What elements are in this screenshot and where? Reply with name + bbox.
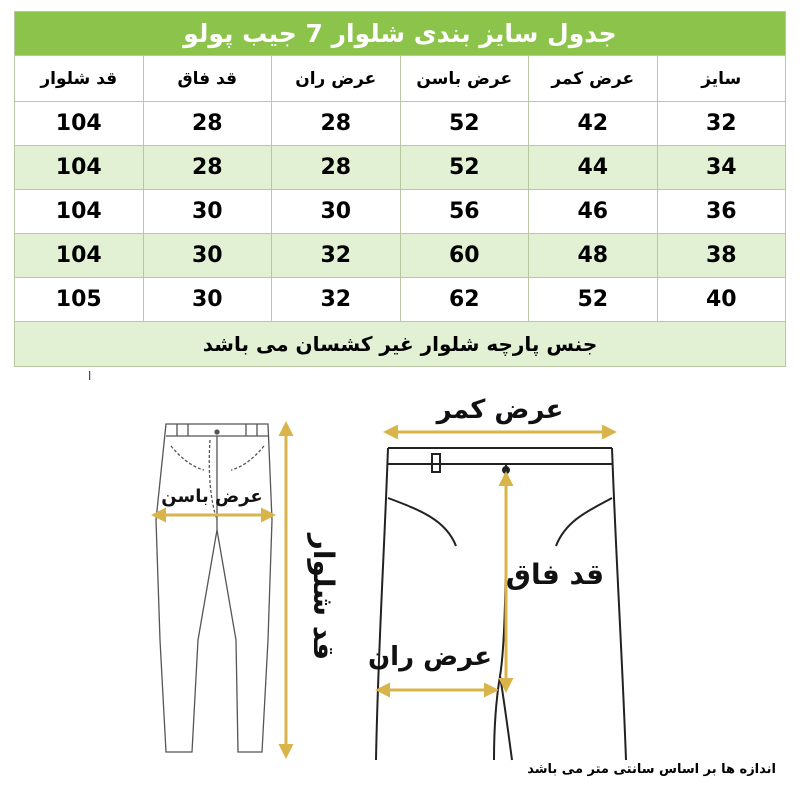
cell-hip: 60 <box>400 234 529 278</box>
cell-size: 40 <box>657 278 786 322</box>
back-right-pocket <box>556 498 612 546</box>
cell-thigh: 32 <box>272 278 401 322</box>
cell-thigh: 32 <box>272 234 401 278</box>
cell-rise: 30 <box>143 190 272 234</box>
header-waist: عرض کمر <box>529 56 658 102</box>
header-size: سایز <box>657 56 786 102</box>
rise-label: قد فاق <box>505 558 605 591</box>
waist-label: عرض کمر <box>436 395 564 425</box>
hip-label: عرض باسن <box>161 486 263 507</box>
cell-length: 104 <box>15 234 144 278</box>
cell-size: 34 <box>657 146 786 190</box>
back-button <box>503 467 509 473</box>
cell-hip: 52 <box>400 102 529 146</box>
cell-hip: 56 <box>400 190 529 234</box>
left-pocket-stitch <box>171 446 204 470</box>
front-trousers-outline <box>156 424 272 752</box>
length-label: قد شلوار <box>307 533 340 661</box>
fabric-note: جنس پارچه شلوار غیر کشسان می باشد <box>15 322 786 367</box>
right-pocket-stitch <box>231 446 264 470</box>
cell-waist: 42 <box>529 102 658 146</box>
back-center-seam-left <box>494 464 506 760</box>
front-button <box>215 430 219 434</box>
header-hip: عرض باسن <box>400 56 529 102</box>
cell-length: 105 <box>15 278 144 322</box>
unit-note: اندازه ها بر اساس سانتی متر می باشد <box>527 762 776 777</box>
back-left-side-seam <box>376 448 388 760</box>
cell-waist: 48 <box>529 234 658 278</box>
cell-waist: 46 <box>529 190 658 234</box>
cell-waist: 52 <box>529 278 658 322</box>
cell-hip: 62 <box>400 278 529 322</box>
back-left-pocket <box>388 498 456 546</box>
cell-rise: 28 <box>143 102 272 146</box>
cell-hip: 52 <box>400 146 529 190</box>
table-title: جدول سایز بندی شلوار 7 جیب پولو <box>15 12 786 56</box>
back-trousers-illustration <box>376 448 626 760</box>
header-thigh: عرض ران <box>272 56 401 102</box>
cell-rise: 30 <box>143 278 272 322</box>
header-rise: قد فاق <box>143 56 272 102</box>
cell-thigh: 28 <box>272 146 401 190</box>
cell-thigh: 30 <box>272 190 401 234</box>
cell-waist: 44 <box>529 146 658 190</box>
cell-size: 38 <box>657 234 786 278</box>
thigh-label: عرض ران <box>367 642 493 672</box>
cell-size: 32 <box>657 102 786 146</box>
front-trousers-illustration <box>156 424 272 752</box>
cell-rise: 30 <box>143 234 272 278</box>
cell-thigh: 28 <box>272 102 401 146</box>
stray-mark: ا <box>88 369 92 383</box>
cell-length: 104 <box>15 190 144 234</box>
cell-rise: 28 <box>143 146 272 190</box>
cell-length: 104 <box>15 102 144 146</box>
header-length: قد شلوار <box>15 56 144 102</box>
back-right-side-seam <box>612 448 626 760</box>
cell-length: 104 <box>15 146 144 190</box>
cell-size: 36 <box>657 190 786 234</box>
fly-stitch <box>209 440 217 520</box>
back-waistband <box>388 448 612 464</box>
